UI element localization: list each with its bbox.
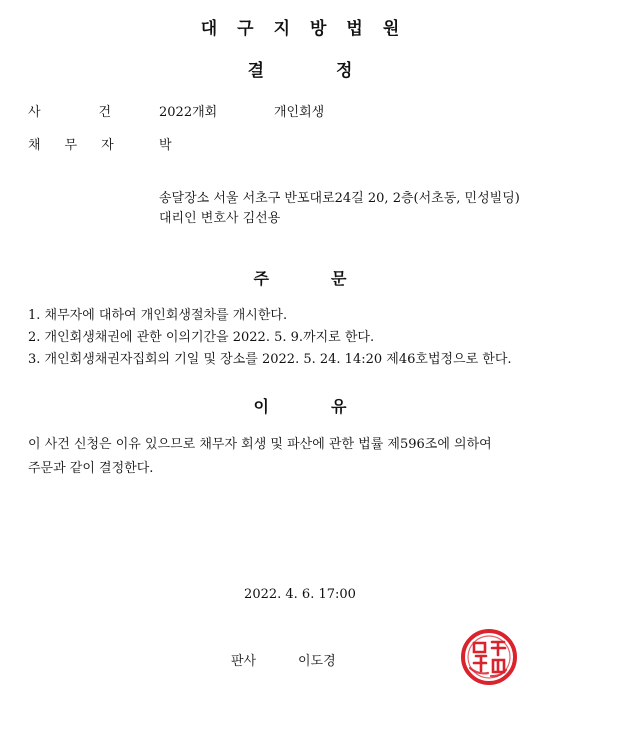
judge-name: 이도경 [298,654,336,669]
decision-date: 2022. 4. 6. 17:00 [244,587,356,602]
court-name: 대구지방법원 [200,19,420,39]
order-item: 1. 채무자에 대하여 개인회생절차를 개시한다. [28,308,288,323]
reason-text [28,433,492,481]
legal-agent: 대리인 변호사 김선용 [159,211,281,226]
order-heading: 주문 [253,269,409,288]
judge-seal-stamp [458,628,520,686]
case-label: 사건 [28,105,170,120]
service-address: 송달장소 서울 서초구 반포대로24길 20, 2층(서초동, 민성빌딩) [159,191,520,206]
judge-label: 판사 [231,654,257,669]
document-title: 결정 [247,61,425,81]
reason-line: 주문과 같이 결정한다. [28,461,154,476]
debtor-label: 채무자 [28,138,138,153]
order-list [28,305,512,371]
reason-line: 이 사건 신청은 이유 있으므로 채무자 회생 및 파산에 관한 법률 제596조에 의하여 [28,437,492,452]
case-type: 개인회생 [274,105,325,120]
debtor-name: 박 [159,138,172,153]
reason-heading: 이유 [253,397,409,416]
order-item: 3. 개인회생채권자집회의 기일 및 장소를 2022. 5. 24. 14:20 제46호법정으로 한다. [28,352,512,367]
case-number: 2022개회 [159,105,218,120]
order-item: 2. 개인회생채권에 관한 이의기간을 2022. 5. 9.까지로 한다. [28,330,375,345]
seal-stamp-icon [458,628,520,686]
